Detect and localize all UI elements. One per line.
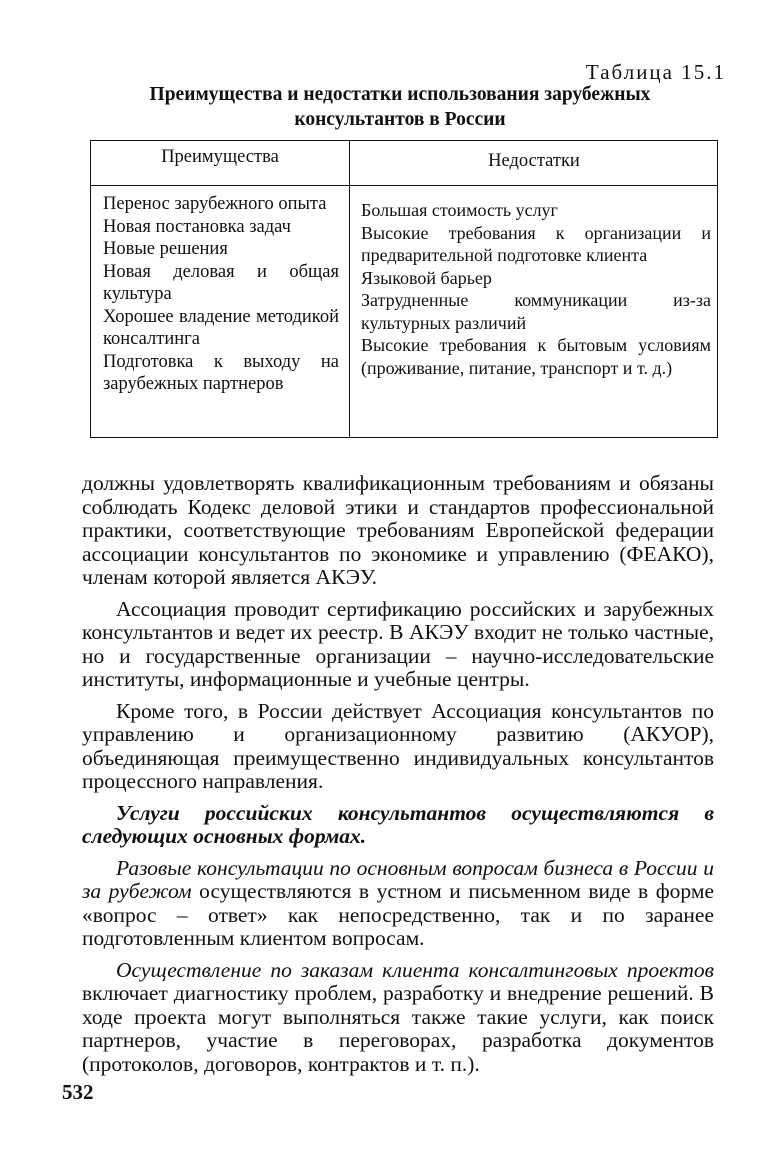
- paragraph: [82, 959, 714, 1077]
- disadvantage-item: Большая стоимость услуг: [361, 200, 558, 220]
- paragraph: Ассоциация проводит сертификацию российских и зарубежных консультантов и ведет их реестр. В АКЭУ входит не только частные, но и государственные организации – научно-исследовательские институты, информационные и учебные центры.: [82, 596, 714, 691]
- disadvantage-item: Языковой барьер: [361, 267, 492, 288]
- italic-term: Осуществление по заказам клиента консалтинговых проектов: [116, 957, 714, 982]
- table-header-disadvantages: Недостатки: [488, 151, 580, 171]
- italic-term: Разовые консультации по основным вопросам бизнеса в России и за рубежом: [82, 855, 714, 903]
- disadvantages-column: [361, 199, 711, 379]
- page-number: 532: [62, 1080, 94, 1104]
- advantage-item: Подготовка к выходу на зарубежных партнеров: [103, 351, 339, 394]
- table-number: Таблица 15.1: [585, 60, 726, 84]
- paragraph: должны удовлетворять квалификационным требованиям и обязаны соблюдать Кодекс деловой этики и стандартов профессиональной практики, соответствующие требованиям Европейской федерации ассоциации консультантов по экономике и управлению (ФЕАКО), членам которой является АКЭУ.: [82, 471, 714, 589]
- disadvantage-item: Затрудненные коммуникации из-за культурных различий: [361, 290, 711, 333]
- advantage-item: Новая постановка задач: [103, 216, 291, 237]
- paragraph-text: осуществляются в устном и письменном виде в форме «вопрос – ответ» как непосредственно, так и по заранее подготовленным клиентом вопросам.: [82, 879, 714, 950]
- advantage-item: Перенос зарубежного опыта: [103, 194, 327, 214]
- table-header-advantages: Преимущества: [161, 147, 279, 167]
- advantages-column: [103, 193, 339, 396]
- paragraph: Кроме того, в России действует Ассоциация консультантов по управлению и организационному развитию (АКУОР), объединяющая преимущественно индивидуальных консультантов процессного направления.: [82, 698, 714, 793]
- advantage-item: Хорошее владение методикой консалтинга: [103, 306, 339, 349]
- paragraph: [82, 857, 714, 951]
- body-text: [82, 472, 714, 1084]
- table-header-divider: [91, 185, 717, 186]
- section-lead-paragraph: Услуги российских консультантов осуществляются в следующих основных формах.: [82, 800, 714, 848]
- disadvantage-item: Высокие требования к организации и предварительной подготовке клиента: [361, 222, 711, 265]
- disadvantage-item: Высокие требования к бытовым условиям (проживание, питание, транспорт и т. д.): [361, 335, 711, 378]
- advantage-item: Новая деловая и общая культура: [103, 261, 339, 304]
- comparison-table: [90, 140, 718, 438]
- advantage-item: Новые решения: [103, 239, 228, 259]
- paragraph-text: включает диагностику проблем, разработку и внедрение решений. В ходе проекта могут выполняться также такие услуги, как поиск партнеров, участие в переговорах, разработка документов (протоколов, договоров, контрактов и т. п.).: [82, 981, 714, 1076]
- table-title: Преимущества и недостатки использования зарубежных консультантов в России: [149, 84, 651, 130]
